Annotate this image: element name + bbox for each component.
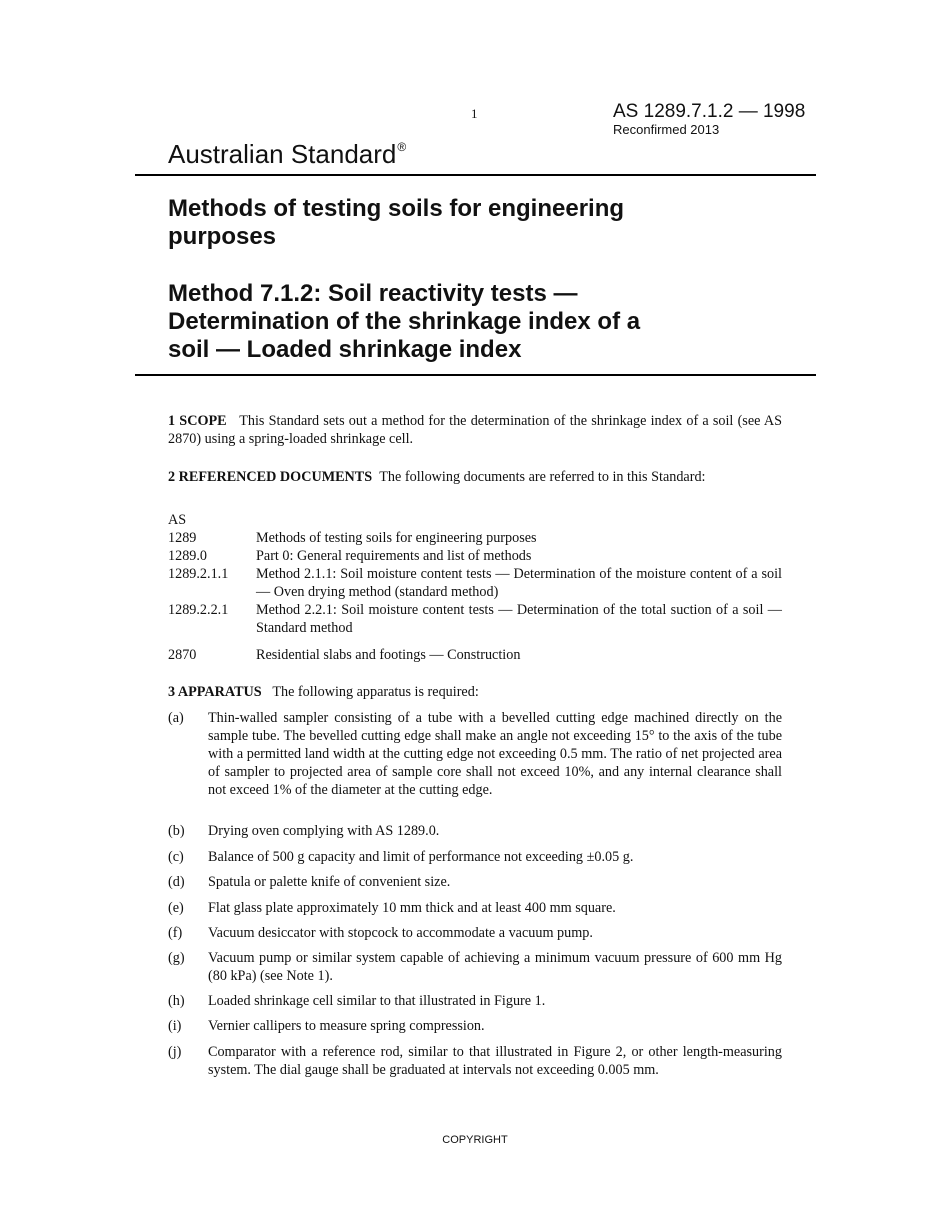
apparatus-heading: 3 APPARATUS xyxy=(168,684,262,700)
standard-number: AS 1289.7.1.2 — 1998 xyxy=(613,101,806,122)
apparatus-item xyxy=(168,873,782,891)
reference-row xyxy=(168,547,782,565)
brand-name: Australian Standard xyxy=(168,139,397,169)
top-rule xyxy=(135,174,816,176)
reference-code: 1289.2.2.1 xyxy=(168,602,229,618)
title-line-2: purposes xyxy=(168,223,277,250)
method-line-2: Determination of the shrinkage index of a xyxy=(168,308,641,335)
apparatus-item xyxy=(168,848,782,866)
method-line-3: soil — Loaded shrinkage index xyxy=(168,336,522,363)
reconfirmed-note: Reconfirmed 2013 xyxy=(613,122,720,137)
item-label: (d) xyxy=(168,874,185,890)
references-heading: 2 REFERENCED DOCUMENTS xyxy=(168,469,373,485)
section-apparatus xyxy=(168,683,782,701)
reference-desc: Methods of testing soils for engineering purposes xyxy=(256,530,537,546)
copyright-footer: COPYRIGHT xyxy=(442,1134,508,1146)
method-title xyxy=(168,280,788,364)
registered-mark: ® xyxy=(397,140,407,154)
item-text: Vacuum pump or similar system capable of achieving a minimum vacuum pressure of 600 mm Hg (80 kPa) (see Note 1). xyxy=(208,950,782,984)
apparatus-item xyxy=(168,924,782,942)
reference-row xyxy=(168,565,782,601)
title-line-1: Methods of testing soils for engineering xyxy=(168,195,625,222)
item-text: Balance of 500 g capacity and limit of performance not exceeding ±0.05 g. xyxy=(208,849,634,865)
reference-desc: Method 2.2.1: Soil moisture content tests — Determination of the total suction of a soil — Standard method xyxy=(256,602,782,636)
reference-row xyxy=(168,646,782,664)
apparatus-item xyxy=(168,899,782,917)
section-scope xyxy=(168,412,782,448)
reference-desc: Method 2.1.1: Soil moisture content tests — Determination of the moisture content of a soil — Oven drying method (standard method) xyxy=(256,566,782,600)
item-label: (h) xyxy=(168,993,185,1009)
item-label: (i) xyxy=(168,1018,182,1034)
reference-desc: Residential slabs and footings — Construction xyxy=(256,647,521,663)
apparatus-intro: The following apparatus is required: xyxy=(272,684,479,700)
reference-code: 2870 xyxy=(168,647,197,663)
apparatus-item xyxy=(168,822,782,840)
item-text: Loaded shrinkage cell similar to that illustrated in Figure 1. xyxy=(208,993,546,1009)
references-intro: The following documents are referred to in this Standard: xyxy=(379,469,706,485)
item-label: (b) xyxy=(168,823,185,839)
apparatus-item xyxy=(168,992,782,1010)
item-text: Drying oven complying with AS 1289.0. xyxy=(208,823,440,839)
item-text: Vernier callipers to measure spring compression. xyxy=(208,1018,485,1034)
scope-text: This Standard sets out a method for the determination of the shrinkage index of a soil (see AS 2870) using a spring-loaded shrinkage cell. xyxy=(168,413,782,447)
apparatus-item xyxy=(168,949,782,985)
as-prefix: AS xyxy=(168,512,187,528)
scope-heading: 1 SCOPE xyxy=(168,413,227,429)
reference-row xyxy=(168,529,782,547)
reference-code: 1289.0 xyxy=(168,548,208,564)
apparatus-item xyxy=(168,1017,782,1035)
item-label: (g) xyxy=(168,950,185,966)
item-text: Vacuum desiccator with stopcock to accommodate a vacuum pump. xyxy=(208,925,593,941)
item-label: (j) xyxy=(168,1044,182,1060)
references-prefix xyxy=(168,511,782,529)
document-title xyxy=(168,195,788,251)
method-line-1: Method 7.1.2: Soil reactivity tests — xyxy=(168,280,578,307)
bottom-rule xyxy=(135,374,816,376)
section-references xyxy=(168,468,782,486)
page-number: 1 xyxy=(471,106,478,121)
item-text: Flat glass plate approximately 10 mm thick and at least 400 mm square. xyxy=(208,900,616,916)
apparatus-item xyxy=(168,1043,782,1097)
brand-title xyxy=(168,139,406,170)
item-text: Comparator with a reference rod, similar to that illustrated in Figure 2, or other length-measuring system. The dial gauge shall be graduated at intervals not exceeding 0.005 mm. xyxy=(208,1044,782,1078)
item-label: (c) xyxy=(168,849,184,865)
reference-code: 1289.2.1.1 xyxy=(168,566,229,582)
item-label: (a) xyxy=(168,710,184,726)
apparatus-item xyxy=(168,709,782,817)
reference-code: 1289 xyxy=(168,530,197,546)
reference-row xyxy=(168,601,782,637)
item-label: (f) xyxy=(168,925,183,941)
reference-desc: Part 0: General requirements and list of methods xyxy=(256,548,532,564)
item-label: (e) xyxy=(168,900,184,916)
item-text: Spatula or palette knife of convenient size. xyxy=(208,874,451,890)
item-text: Thin-walled sampler consisting of a tube with a bevelled cutting edge machined directly on the sample tube. The bevelled cutting edge shall make an angle not exceeding 15° to the axis of the tube with a permitted land width at the cutting edge not exceeding 0.5 mm. The ratio of net projected area of sampler to projected area of sample core shall not exceed 10%, and any internal clearance shall not exceed 1% of the diameter at the cutting edge. xyxy=(208,710,782,798)
